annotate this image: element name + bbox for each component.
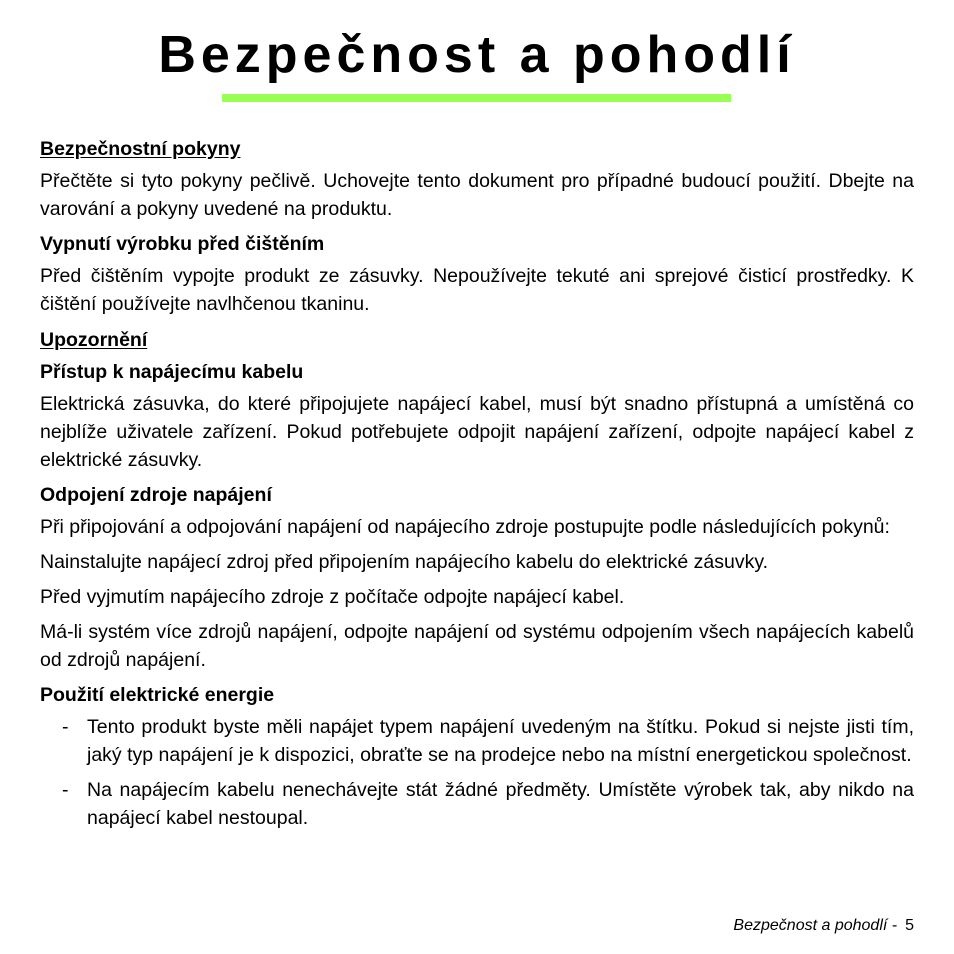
energy-list [40,713,914,832]
disconnect-text-3: Před vyjmutím napájecího zdroje z počítače odpojte napájecí kabel. [40,586,625,608]
energy-heading: Použití elektrické energie [40,684,275,706]
disconnect-heading: Odpojení zdroje napájení [40,484,272,506]
document-body [40,135,914,839]
safety-instructions-text: Přečtěte si tyto pokyny pečlivě. Uchovejte tento dokument pro případné budoucí použití. Dbejte na varování a pokyny uvedené na produktu. [40,170,914,220]
page-number: 5 [905,917,914,934]
footer-label: Bezpečnost a pohodlí - [733,917,898,934]
page-title: Bezpečnost a pohodlí [158,26,796,84]
cleaning-heading: Vypnutí výrobku před čištěním [40,233,325,255]
warning-heading: Upozornění [40,329,148,351]
disconnect-text-2: Nainstalujte napájecí zdroj před připojením napájecího kabelu do elektrické zásuvky. [40,551,769,573]
page-footer [733,916,914,936]
list-item [40,776,914,832]
list-item-text: Na napájecím kabelu nenechávejte stát žádné předměty. Umístěte výrobek tak, aby nikdo na napájecí kabel nestoupal. [87,779,914,829]
disconnect-text-4: Má-li systém více zdrojů napájení, odpojte napájení od systému odpojením všech napájecích kabelů od zdrojů napájení. [40,621,914,671]
disconnect-text-1: Při připojování a odpojování napájení od napájecího zdroje postupujte podle následujících pokynů: [40,516,890,538]
cable-access-text: Elektrická zásuvka, do které připojujete napájecí kabel, musí být snadno přístupná a umístěná co nejblíže uživatele zařízení. Pokud potřebujete odpojit napájení zařízení, odpojte napájecí kabel z elektrické zásuvky. [40,393,914,471]
cleaning-text: Před čištěním vypojte produkt ze zásuvky. Nepoužívejte tekuté ani sprejové čisticí prostředky. K čištění používejte navlhčenou tkaninu. [40,265,914,315]
title-underline-bar [222,94,731,102]
list-item-text: Tento produkt byste měli napájet typem napájení uvedeným na štítku. Pokud si nejste jisti tím, jaký typ napájení je k dispozici, obraťte se na prodejce nebo na místní energetickou společnost. [87,716,914,766]
list-item [40,713,914,769]
safety-instructions-heading: Bezpečnostní pokyny [40,138,241,160]
dash-bullet: - [62,716,69,738]
dash-bullet: - [62,779,69,801]
cable-access-heading: Přístup k napájecímu kabelu [40,361,304,383]
